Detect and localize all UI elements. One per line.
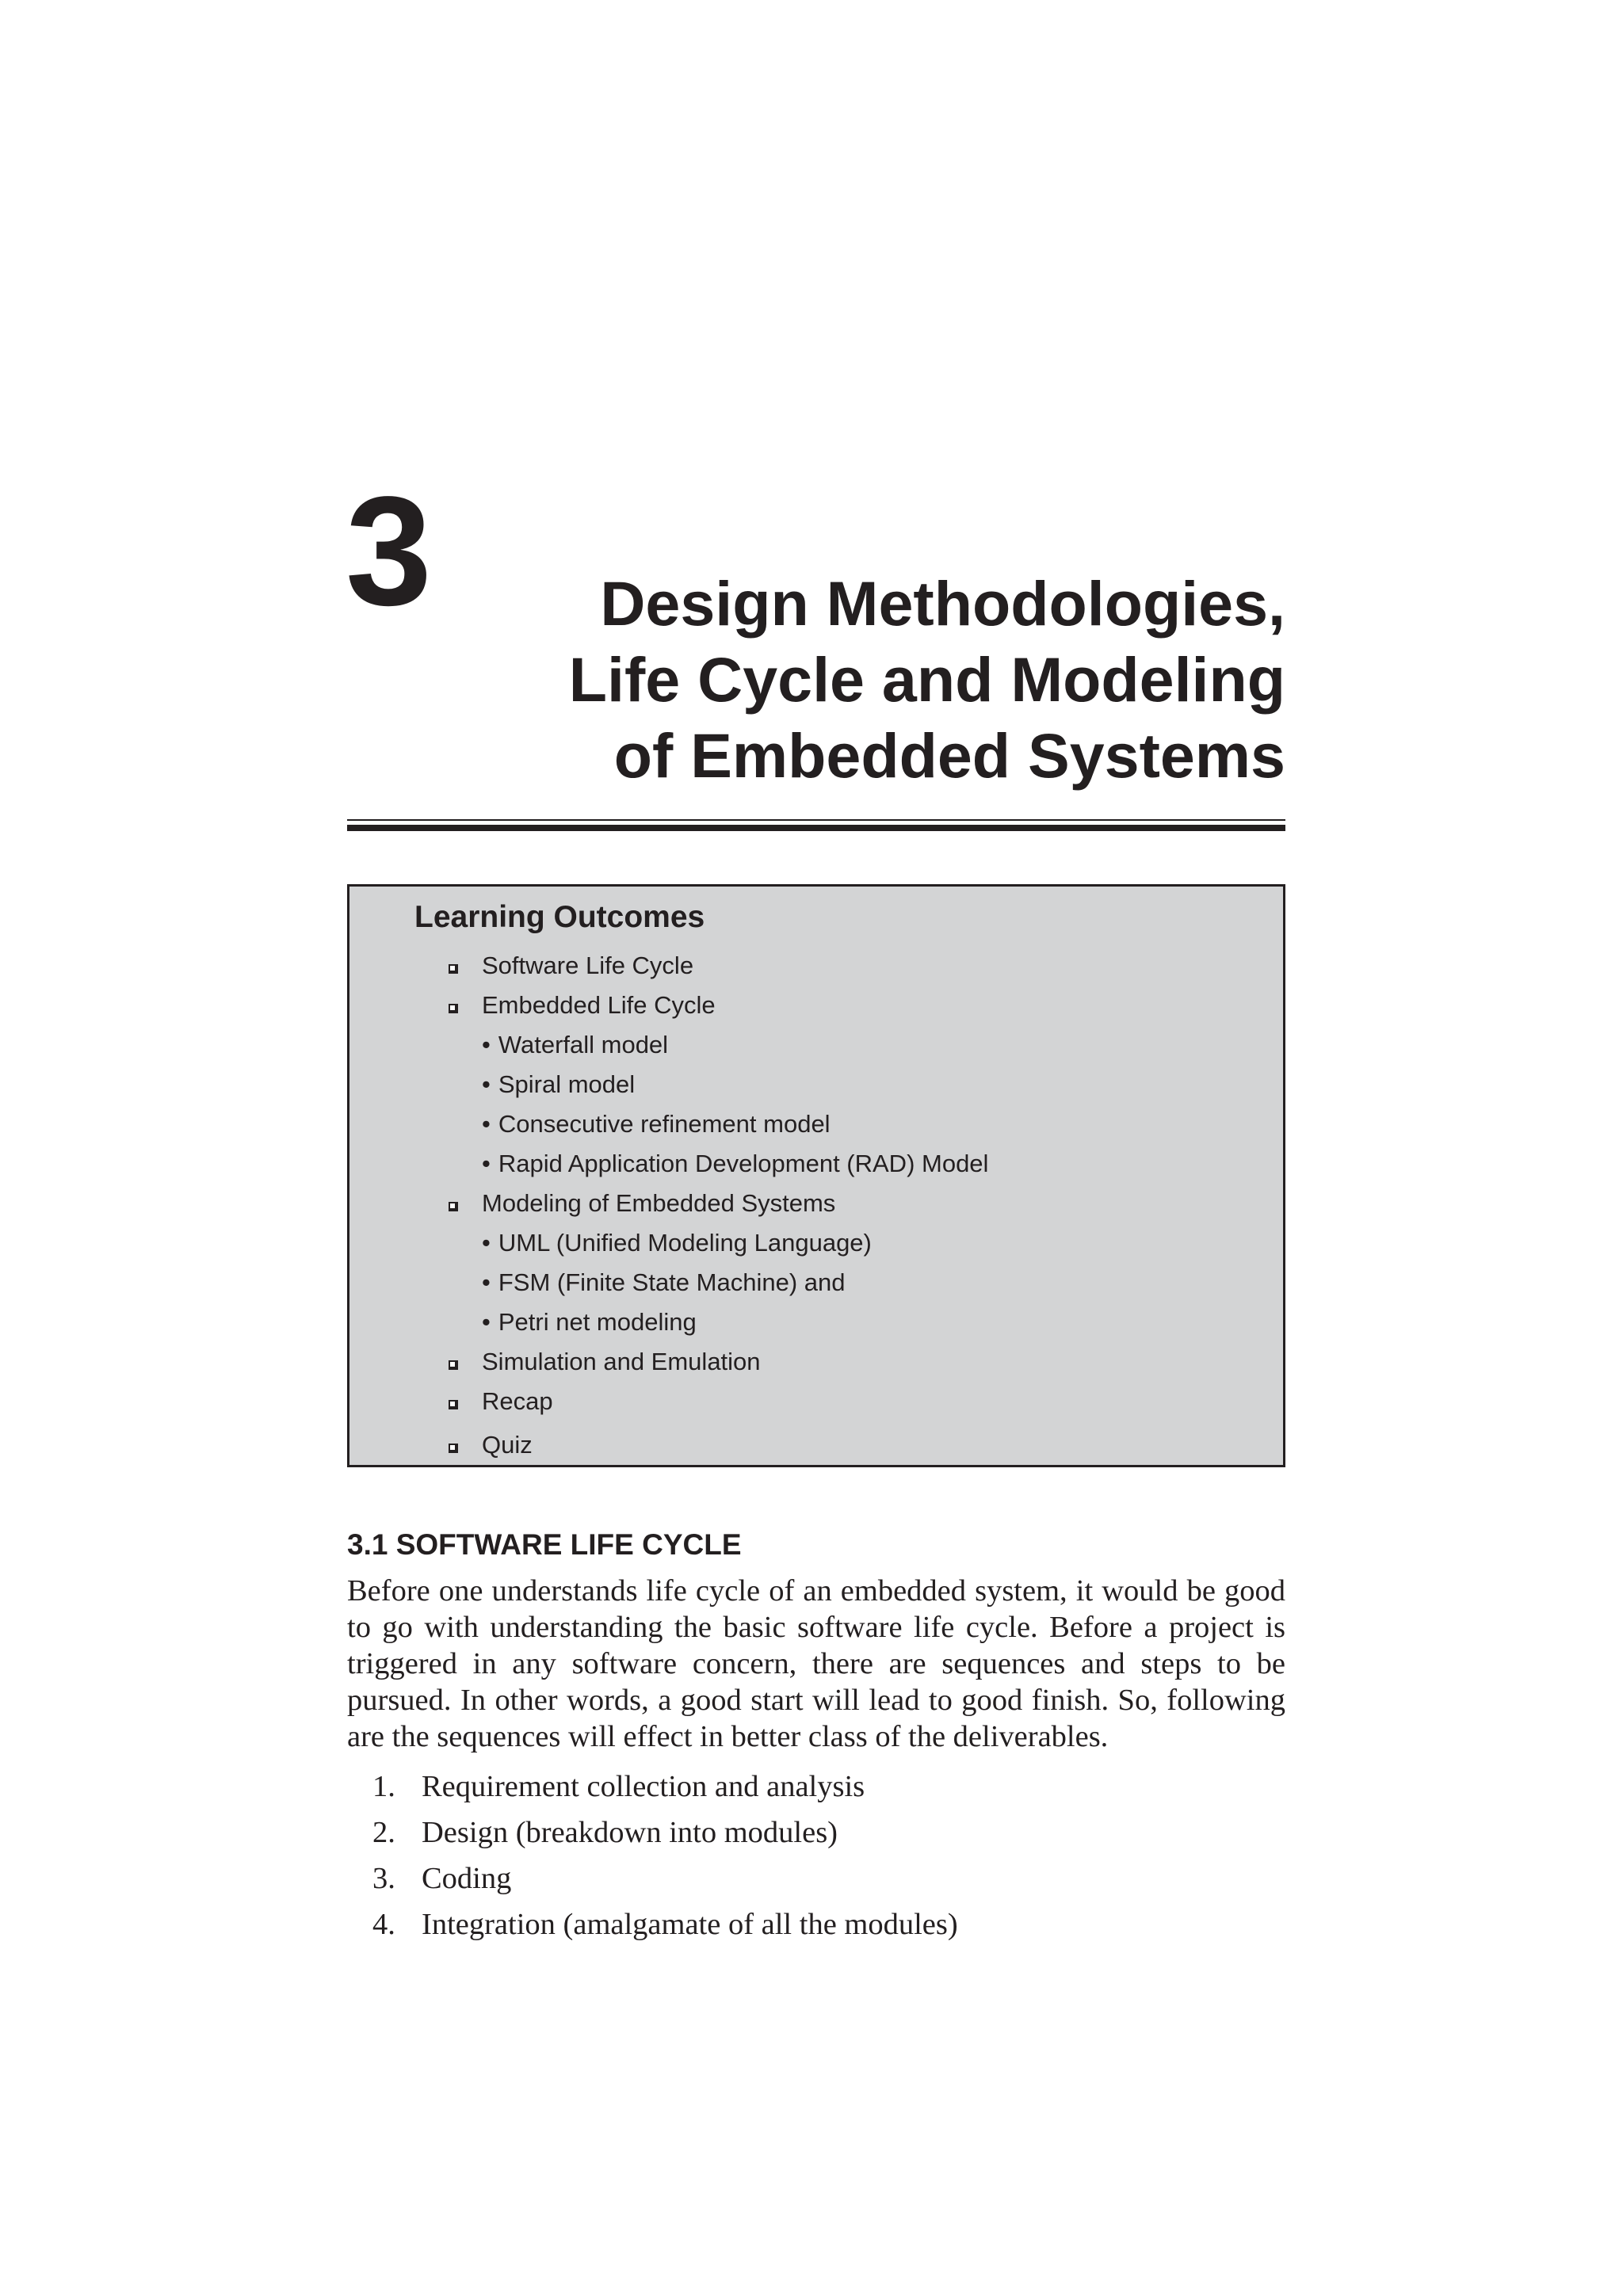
outcome-text: Simulation and Emulation (482, 1348, 761, 1375)
chapter-title-line: Life Cycle and Modeling (568, 644, 1285, 715)
step-item (372, 1810, 958, 1855)
bullet-icon: • (482, 1150, 491, 1177)
outcome-text: Consecutive refinement model (498, 1110, 831, 1138)
title-divider-thick (347, 825, 1285, 831)
outcome-text: FSM (Finite State Machine) and (498, 1268, 846, 1296)
chapter-title (414, 566, 1285, 794)
outcome-subitem (349, 1104, 1283, 1144)
section-paragraph: Before one understands life cycle of an embedded system, it would be good to go with understanding the basic software life cycle. Before a project is triggered in any software concern, there are sequences and steps to be pursued. In other words, a good start will lead to good finish. So, following are the sequences will effect in better class of the deliverables. (347, 1574, 1285, 1753)
checkbox-icon (449, 1004, 458, 1013)
checkbox-icon (449, 964, 458, 974)
bullet-icon: • (482, 1229, 491, 1257)
outcome-subitem (349, 1144, 1283, 1184)
step-number: 4. (372, 1908, 395, 1941)
outcome-text: Software Life Cycle (482, 952, 694, 979)
learning-outcomes-heading: Learning Outcomes (414, 900, 705, 934)
bullet-icon: • (482, 1110, 491, 1138)
bullet-icon: • (482, 1031, 491, 1058)
outcome-text: Quiz (482, 1431, 533, 1459)
outcome-item (349, 946, 1283, 986)
section-heading: 3.1 SOFTWARE LIFE CYCLE (347, 1528, 742, 1561)
outcome-item (349, 1425, 1283, 1465)
outcome-text: Rapid Application Development (RAD) Model (498, 1150, 989, 1177)
learning-outcomes-box (347, 884, 1285, 1467)
step-number: 1. (372, 1770, 395, 1803)
step-text: Design (breakdown into modules) (422, 1816, 838, 1849)
step-text: Integration (amalgamate of all the modules) (422, 1908, 958, 1941)
step-item (372, 1855, 958, 1901)
step-item (372, 1764, 958, 1810)
outcome-item (349, 1184, 1283, 1223)
outcome-item (349, 1342, 1283, 1382)
chapter-title-line: Design Methodologies, (600, 568, 1285, 639)
outcome-text: Waterfall model (498, 1031, 669, 1058)
outcome-subitem (349, 1302, 1283, 1342)
outcome-item (349, 986, 1283, 1025)
learning-outcomes-list (349, 946, 1283, 1465)
checkbox-icon (449, 1400, 458, 1409)
outcome-text: Petri net modeling (498, 1308, 697, 1336)
steps-list (372, 1764, 958, 1947)
outcome-text: Embedded Life Cycle (482, 991, 716, 1019)
checkbox-icon (449, 1202, 458, 1211)
outcome-subitem (349, 1223, 1283, 1263)
step-number: 2. (372, 1816, 395, 1849)
outcome-subitem (349, 1065, 1283, 1104)
outcome-item (349, 1382, 1283, 1421)
outcome-subitem (349, 1025, 1283, 1065)
step-text: Requirement collection and analysis (422, 1770, 865, 1803)
bullet-icon: • (482, 1308, 491, 1336)
step-text: Coding (422, 1862, 512, 1895)
outcome-text: Recap (482, 1387, 553, 1415)
chapter-title-line: of Embedded Systems (613, 720, 1285, 791)
outcome-text: Spiral model (498, 1070, 636, 1098)
outcome-subitem (349, 1263, 1283, 1302)
outcome-text: Modeling of Embedded Systems (482, 1189, 836, 1217)
chapter-number: 3 (346, 464, 431, 638)
step-item (372, 1901, 958, 1947)
bullet-icon: • (482, 1268, 491, 1296)
bullet-icon: • (482, 1070, 491, 1098)
title-divider-thin (347, 819, 1285, 821)
checkbox-icon (449, 1444, 458, 1453)
checkbox-icon (449, 1360, 458, 1370)
outcome-text: UML (Unified Modeling Language) (498, 1229, 872, 1257)
step-number: 3. (372, 1862, 395, 1895)
